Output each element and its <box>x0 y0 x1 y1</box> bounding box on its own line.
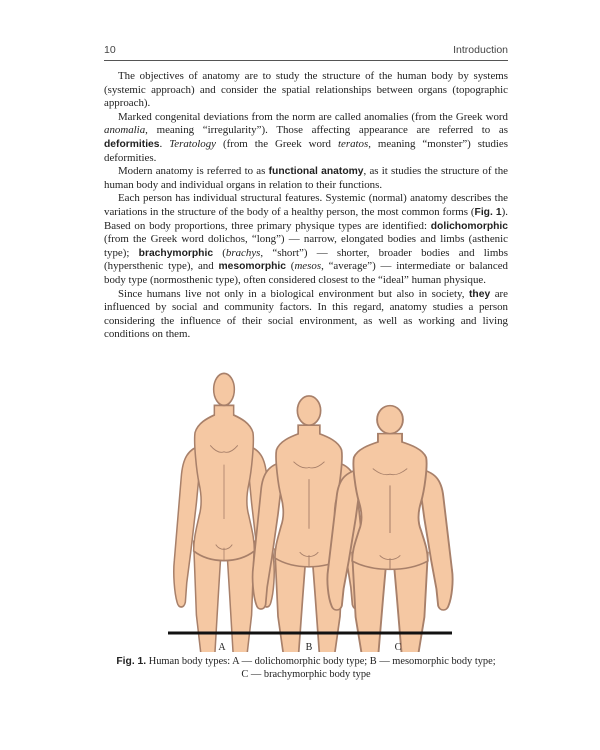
term-functional-anatomy: functional anatomy <box>268 166 364 178</box>
running-head: Introduction <box>453 44 508 56</box>
figure-label-b: B <box>305 642 313 652</box>
term-dolichomorphic: dolichomorphic <box>430 220 508 232</box>
figure-body-c <box>327 406 452 652</box>
paragraph-objectives: The objectives of anatomy are to study the structure of the human body by systems (systemic approach) and consider the spatial relationships between organs (topographic approach). <box>104 70 508 110</box>
body-types-figure <box>160 360 460 652</box>
figure-label-a: A <box>218 642 226 652</box>
paragraph-body-types: Each person has individual structural features. Systemic (normal) anatomy describes the variations in the structure of the body of a healthy person, the most common forms (Fig. 1). Based on body proportions, three primary physique types are identified: dolichomorphic (from the Greek word dolichos, “long”) — narrow, elongated bodies and limbs (asthenic type); brachymorphic (brachys, “short”) — shorter, broader bodies and limbs (hypersthenic type), and mesomorphic (mesos, “average”) — intermediate or balanced body type (normosthenic type), often considered closest to the “ideal” human physique. <box>104 192 509 286</box>
figure-label-c: C <box>394 642 402 652</box>
body-text <box>104 70 508 342</box>
figure-reference: Fig. 1 <box>474 206 502 218</box>
page-number: 10 <box>104 44 116 56</box>
caption-line-2: C — brachymorphic body type <box>241 668 371 680</box>
term-they: they <box>469 288 491 300</box>
caption-line-1: Fig. 1. Human body types: A — dolichomorphic body type; B — mesomorphic body type; <box>116 656 496 667</box>
paragraph-social: Since humans live not only in a biological environment but also in society, they are influenced by social and community factors. In this regard, anatomy studies a person considering the influence of their social environment, as well as working and living conditions on them. <box>104 287 508 341</box>
term-brachymorphic: brachymorphic <box>138 247 214 259</box>
caption-label: Fig. 1. <box>116 656 147 667</box>
header-rule <box>104 60 508 61</box>
term-mesomorphic: mesomorphic <box>218 261 287 273</box>
paragraph-functional-anatomy: Modern anatomy is referred to as functional anatomy, as it studies the structure of the human body and individual organs in relation to their functions. <box>104 165 508 191</box>
paragraph-anomalies: Marked congenital deviations from the norm are called anomalies (from the Greek word anomalia, meaning “irregularity”). Those affecting appearance are referred to as deformities. Teratology (from the Greek word teratos, meaning “monster”) studies deformities. <box>104 110 509 164</box>
figure-caption <box>104 656 508 681</box>
term-deformities: deformities <box>104 138 160 150</box>
